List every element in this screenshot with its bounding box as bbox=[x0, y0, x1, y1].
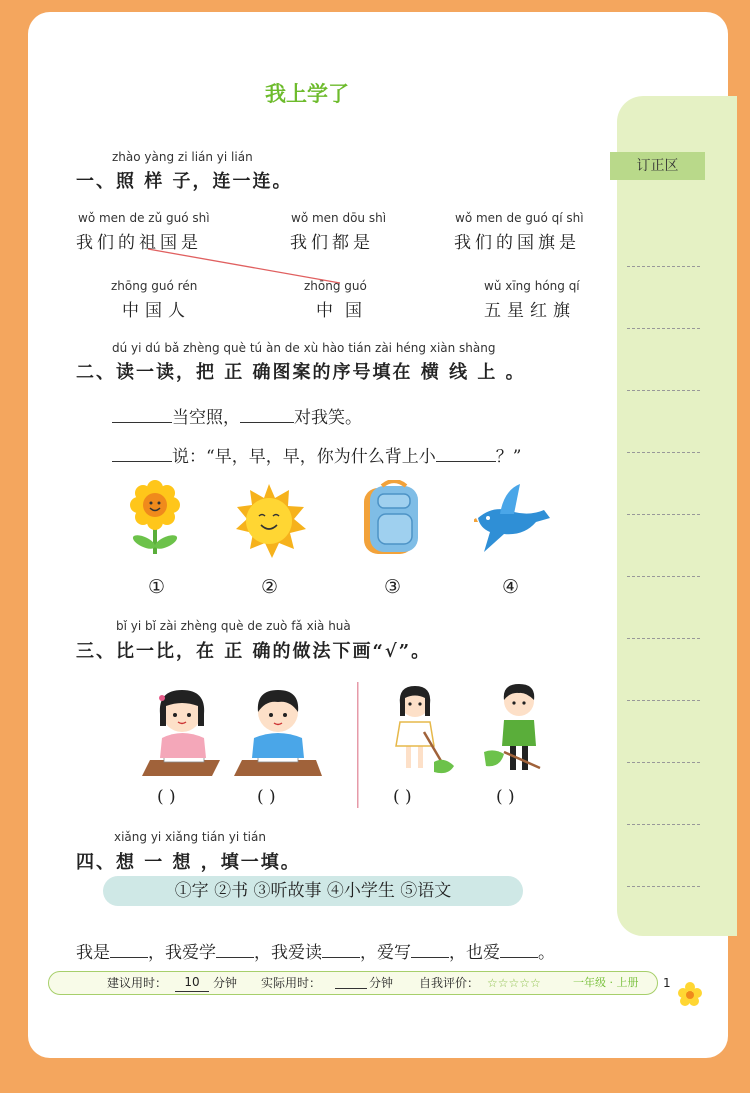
backpack-image bbox=[358, 480, 424, 558]
bird-image bbox=[474, 482, 552, 558]
time-unit: 分钟 bbox=[369, 976, 394, 990]
answer-paren[interactable]: ( ) bbox=[257, 787, 276, 807]
answer-blank[interactable] bbox=[500, 943, 538, 958]
time-unit: 分钟 bbox=[213, 976, 238, 990]
sec2-heading: 二、读一读，把 正 确图案的序号填在 横 线 上 。 bbox=[76, 362, 526, 383]
fill-line-2: 说：“早，早，早，你为什么背上小 ？” bbox=[112, 442, 521, 467]
footer-bar bbox=[48, 971, 671, 995]
sec1-pinyin: zhào yàng zi lián yi lián bbox=[112, 150, 253, 164]
answer-blank[interactable] bbox=[322, 943, 360, 958]
option-number: ③ bbox=[384, 576, 402, 598]
page-title: 我上学了 bbox=[265, 82, 349, 106]
word-hanzi[interactable]: 中国 bbox=[316, 301, 374, 321]
word-hanzi[interactable]: 我们都是 bbox=[290, 233, 374, 253]
answer-paren[interactable]: ( ) bbox=[496, 787, 515, 807]
divider bbox=[356, 682, 360, 808]
word-hanzi[interactable]: 我们的祖国是 bbox=[76, 233, 202, 253]
girl-writing-image bbox=[142, 684, 228, 778]
option-number: ② bbox=[261, 576, 279, 598]
sunflower-image bbox=[126, 478, 184, 558]
word-pinyin: zhōng guó bbox=[304, 279, 367, 293]
page-number: 1 bbox=[663, 976, 671, 990]
boy-sweeping-image bbox=[480, 682, 550, 778]
word-hanzi[interactable]: 五星红旗 bbox=[484, 301, 576, 321]
suggest-time-value: 10 bbox=[175, 973, 209, 992]
grade-label: 一年级 · 上册 bbox=[573, 976, 639, 989]
word-hanzi[interactable]: 中国人 bbox=[122, 301, 191, 321]
flower-icon bbox=[678, 982, 702, 1006]
answer-blank[interactable] bbox=[112, 447, 172, 462]
rating-stars[interactable]: ☆☆☆☆☆ bbox=[487, 976, 541, 990]
actual-time-label: 实际用时： bbox=[261, 976, 322, 990]
sec3-pinyin: bǐ yi bǐ zài zhèng què de zuò fǎ xià huà bbox=[116, 619, 351, 633]
answer-blank[interactable] bbox=[436, 447, 496, 462]
actual-time-blank[interactable] bbox=[335, 973, 367, 989]
sec3-heading: 三、比一比，在 正 确的做法下画“√”。 bbox=[76, 641, 432, 662]
word-hanzi[interactable]: 我们的国旗是 bbox=[454, 233, 580, 253]
answer-blank[interactable] bbox=[411, 943, 449, 958]
answer-blank[interactable] bbox=[112, 408, 172, 423]
sec4-pinyin: xiǎng yi xiǎng tián yi tián bbox=[114, 830, 266, 844]
option-number: ④ bbox=[502, 576, 520, 598]
answer-paren[interactable]: ( ) bbox=[393, 787, 412, 807]
word-pinyin: wǔ xīng hóng qí bbox=[484, 279, 580, 293]
correction-tab: 订正区 bbox=[610, 152, 705, 180]
answer-paren[interactable]: ( ) bbox=[157, 787, 176, 807]
option-number: ① bbox=[148, 576, 166, 598]
sec4-heading: 四、想 一 想 ，填一填。 bbox=[76, 852, 301, 873]
word-pinyin: wǒ men dōu shì bbox=[291, 211, 387, 225]
word-pinyin: zhōng guó rén bbox=[111, 279, 198, 293]
suggest-time-label: 建议用时： bbox=[107, 976, 168, 990]
word-bank: ①字 ②书 ③听故事 ④小学生 ⑤语文 bbox=[103, 876, 523, 906]
answer-blank[interactable] bbox=[240, 408, 294, 423]
fill-line-1: 当空照， 对我笑。 bbox=[112, 403, 362, 428]
boy-writing-image bbox=[232, 684, 324, 778]
sec2-pinyin: dú yi dú bǎ zhèng què tú àn de xù hào tián zài héng xiàn shàng bbox=[112, 341, 496, 355]
self-eval-label: 自我评价： bbox=[419, 976, 480, 990]
word-pinyin: wǒ men de guó qí shì bbox=[455, 211, 584, 225]
sun-image bbox=[230, 482, 308, 560]
answer-blank[interactable] bbox=[216, 943, 254, 958]
sec1-heading: 一、照 样 子，连一连。 bbox=[76, 171, 293, 192]
word-pinyin: wǒ men de zǔ guó shì bbox=[78, 211, 210, 225]
girl-sweeping-image bbox=[388, 682, 456, 778]
answer-blank[interactable] bbox=[110, 943, 148, 958]
fill-sentence: 我是 ，我爱学 ，我爱读 ，爱写 ，也爱 。 bbox=[76, 943, 555, 963]
